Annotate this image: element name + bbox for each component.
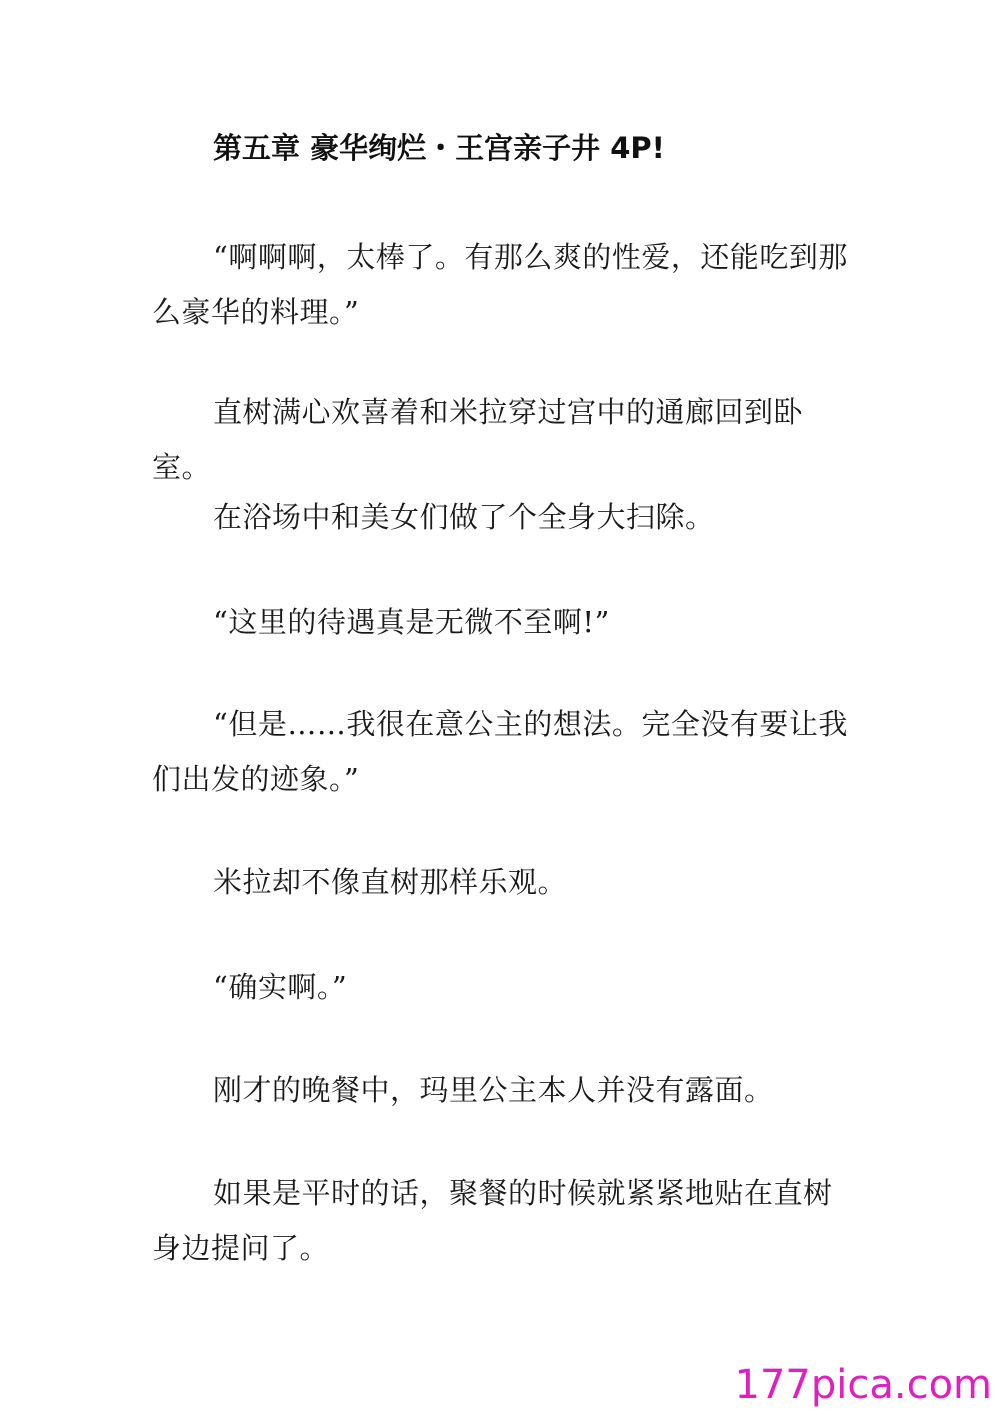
paragraph-6: 米拉却不像直树那样乐观。: [213, 865, 568, 899]
paragraph-7: “确实啊。”: [213, 970, 348, 1004]
paragraph-5: “但是……我很在意公主的想法。完全没有要让我们出发的迹象。”: [152, 707, 848, 796]
paragraph-3: 在浴场中和美女们做了个全身大扫除。: [213, 500, 715, 534]
paragraph-1: “啊啊啊，太棒了。有那么爽的性爱，还能吃到那么豪华的料理。”: [152, 240, 848, 329]
site-watermark: 177pica.com: [734, 1362, 992, 1408]
paragraph-8: 刚才的晚餐中，玛里公主本人并没有露面。: [213, 1073, 774, 1107]
paragraph-4: “这里的待遇真是无微不至啊!”: [213, 605, 610, 639]
chapter-title: 第五章 豪华绚烂・王宫亲子井 4P!: [213, 131, 665, 165]
paragraph-2: 直树满心欢喜着和米拉穿过宫中的通廊回到卧室。: [152, 395, 804, 484]
paragraph-9: 如果是平时的话，聚餐的时候就紧紧地贴在直树身边提问了。: [152, 1176, 833, 1265]
